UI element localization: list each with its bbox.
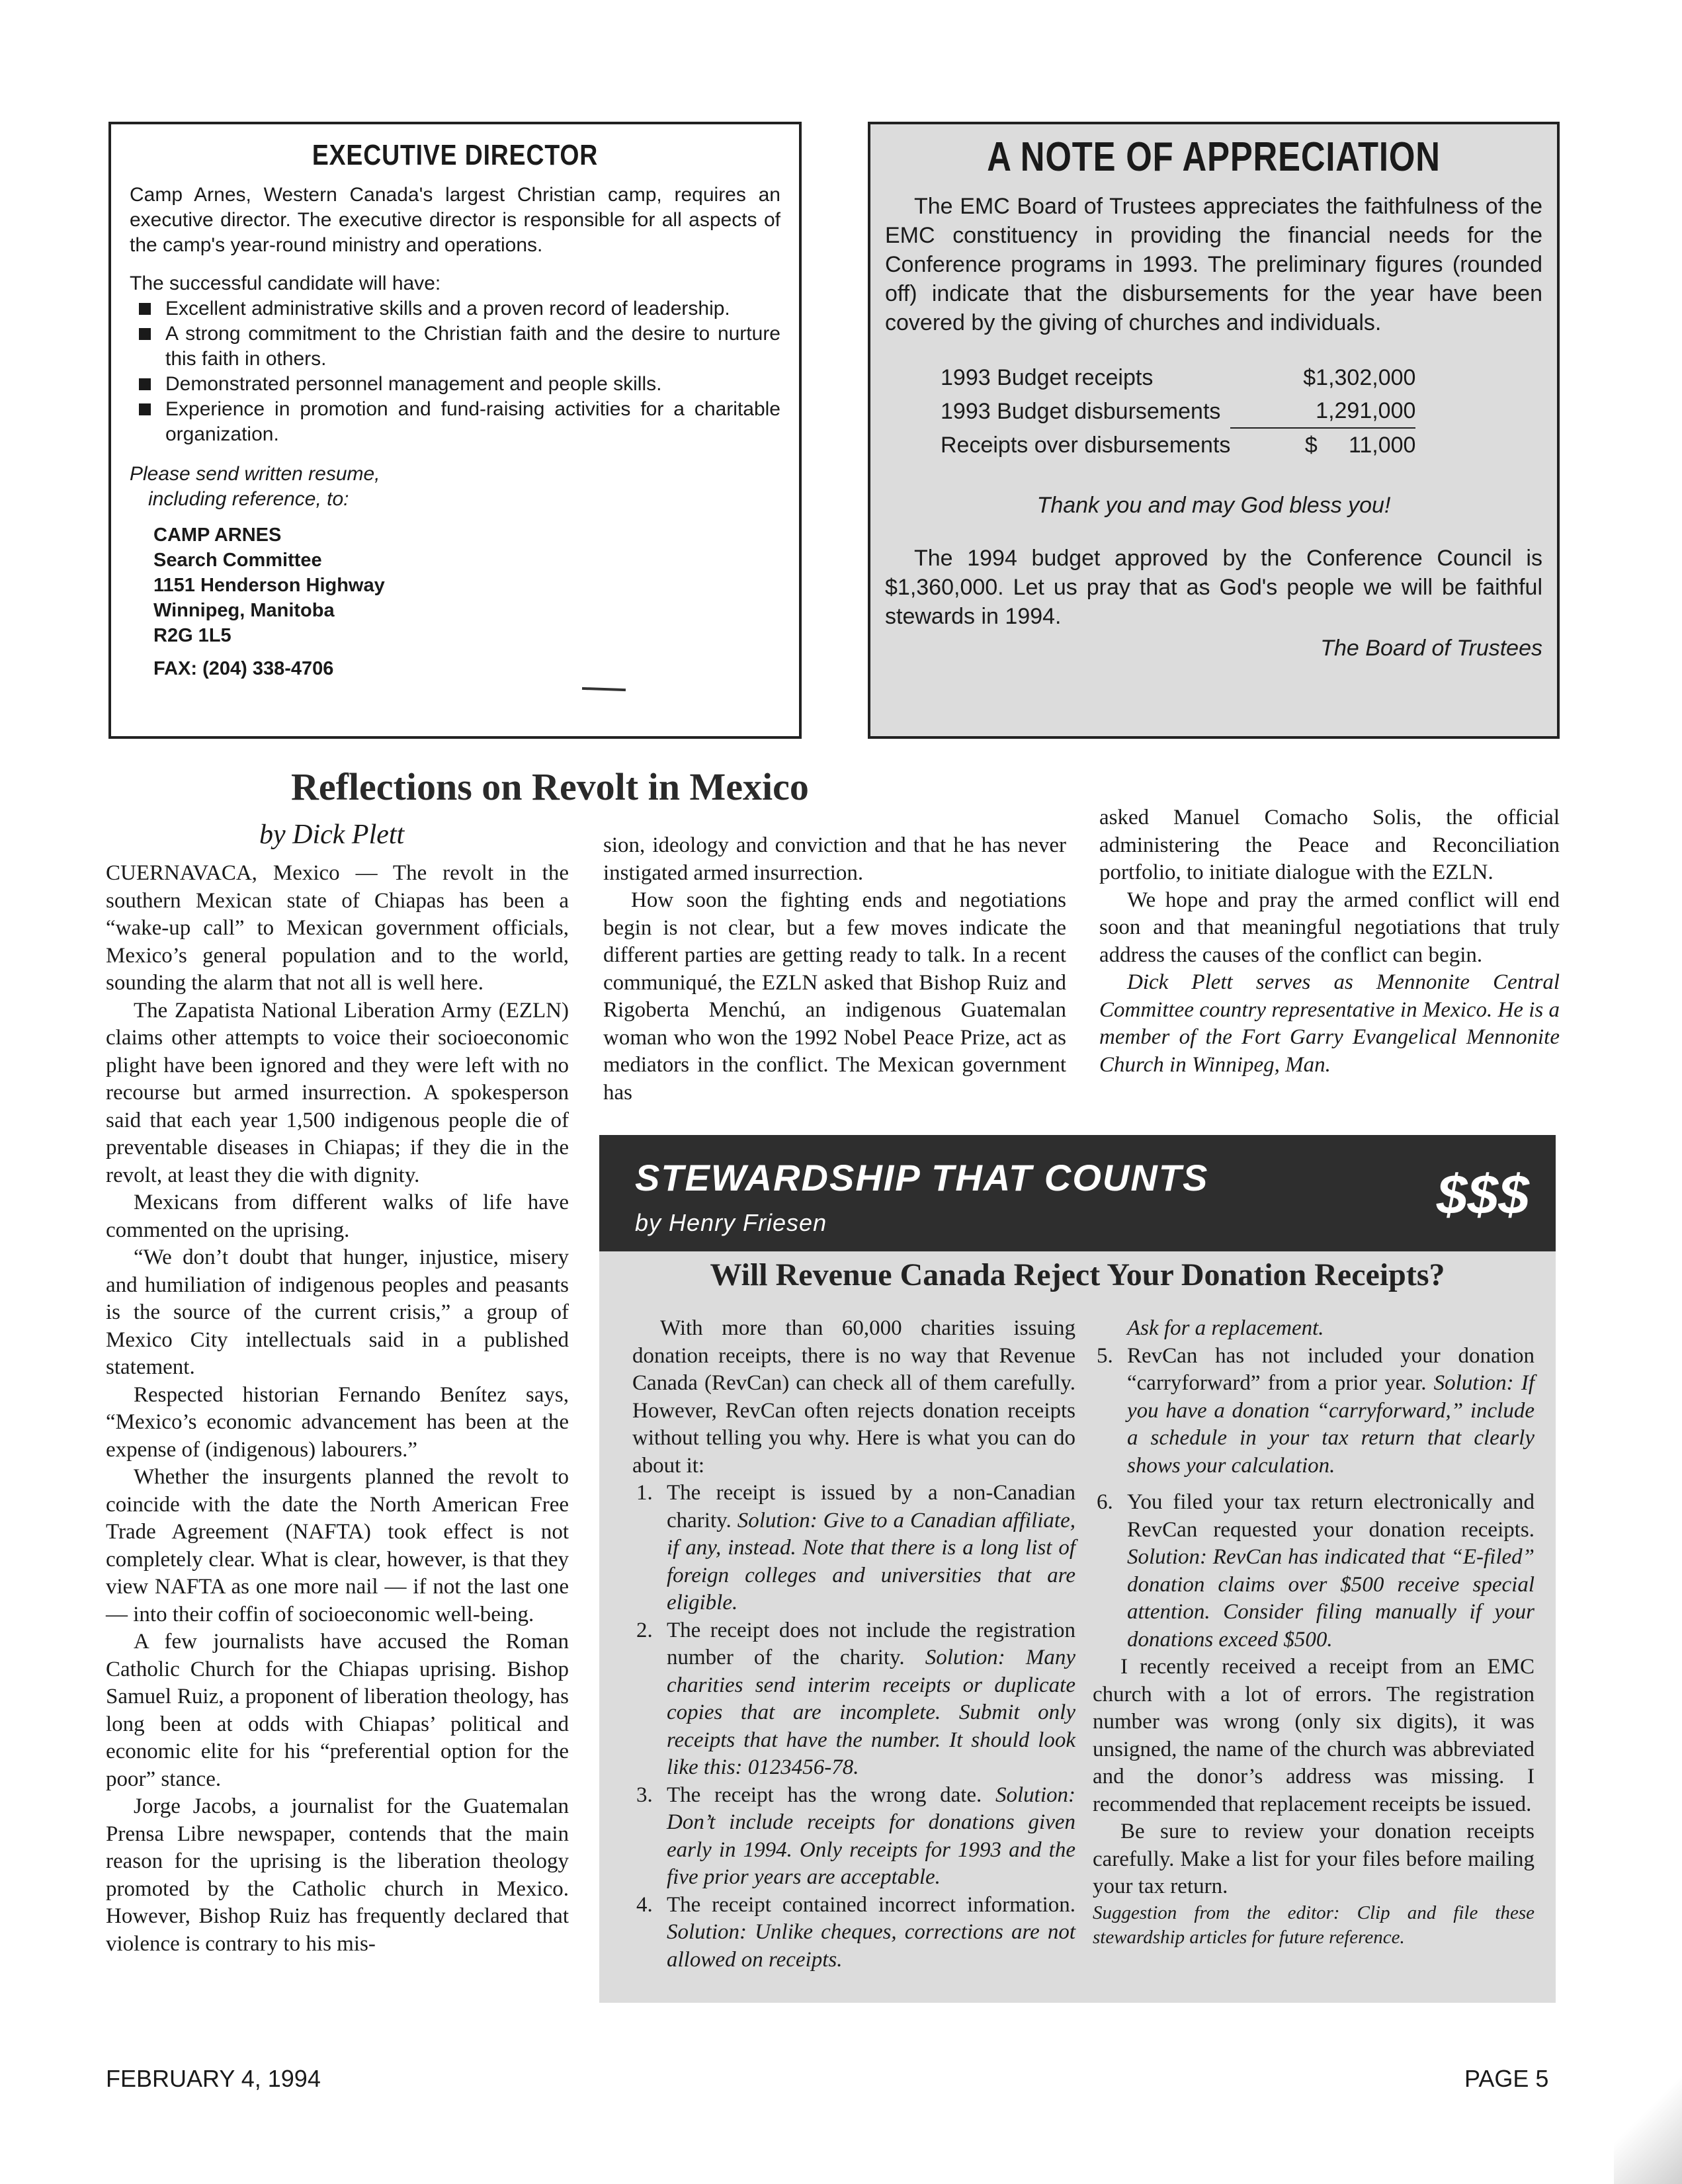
- item-solution: Solution: Don’t include receipts for donations given early in 1994. Only receipts for 1993 and the five prior years are acceptable.: [667, 1783, 1075, 1889]
- dollar-signs: $$$: [1436, 1163, 1529, 1226]
- stewardship-header: [599, 1135, 1556, 1251]
- appreciation-note: [868, 122, 1560, 739]
- item-solution: Ask for a replacement.: [1127, 1316, 1324, 1340]
- article-paragraph: The Zapatista National Liberation Army (EZLN) claims other attempts to voice their socioeconomic plight have been ignored and they were left with no recourse but armed insurrection. A spokesperson said that each year 1,500 indigenous people die of preventable diseases in Chiapas; if they die in the revolt, at least they die with dignity.: [106, 998, 569, 1187]
- stewardship-byline: by Henry Friesen: [635, 1209, 827, 1236]
- exec-requirements-list: [130, 296, 780, 447]
- budget-amount: 1,291,000: [1230, 394, 1415, 428]
- exec-intro: Camp Arnes, Western Canada's largest Christian camp, requires an executive director. The executive director is responsible for all aspects of the camp's year-round ministry and operations.: [130, 184, 780, 256]
- address-line: 1151 Henderson Highway: [153, 575, 385, 596]
- stewardship-column-2: [1093, 1315, 1535, 1950]
- budget-amount: $1,302,000: [1303, 365, 1416, 390]
- exec-requirement: Experience in promotion and fund-raising activities for a charitable organization.: [130, 397, 780, 447]
- item-number: 6.: [1097, 1490, 1113, 1514]
- budget-label: 1993 Budget receipts: [941, 365, 1154, 390]
- item-problem: The receipt has the wrong date.: [667, 1783, 982, 1807]
- appreciation-body: The EMC Board of Trustees appreciates the faithfulness of the EMC constituency in providing the financial needs for the Conference programs in 1993. The preliminary figures (rounded off) indicate that the disbursements for the year have been covered by the giving of churches and individuals.: [885, 194, 1542, 335]
- appreciation-1994-budget: The 1994 budget approved by the Conference Council is $1,360,000. Let us pray that as God's people we will be faithful stewards in 1994.: [885, 546, 1542, 629]
- article-paragraph: Respected historian Fernando Benítez says, “Mexico’s economic advancement has been at the expense of (indigenous) labourers.”: [106, 1382, 569, 1462]
- stewardship-subtitle: Will Revenue Canada Reject Your Donation Receipts?: [710, 1257, 1445, 1292]
- stewardship-item: [632, 1892, 1075, 1974]
- item-number: 2.: [636, 1618, 653, 1642]
- stewardship-item: [1093, 1489, 1535, 1654]
- appreciation-thanks: Thank you and may God bless you!: [1036, 493, 1391, 518]
- budget-amount: $ 11,000: [1304, 433, 1416, 458]
- budget-label: Receipts over disbursements: [941, 432, 1231, 458]
- stewardship-closing: Be sure to review your donation receipts carefully. Make a list for your files before mailing your tax return.: [1093, 1820, 1535, 1898]
- exec-address: [153, 523, 780, 681]
- item-problem: RevCan has not included your donation “carryforward” from a prior year.: [1127, 1343, 1535, 1395]
- budget-row: [941, 394, 1415, 428]
- budget-label: 1993 Budget disbursements: [941, 398, 1221, 424]
- stewardship-item: [632, 1480, 1075, 1617]
- exec-requirement: Excellent administrative skills and a proven record of leadership.: [130, 296, 780, 321]
- article-paragraph: sion, ideology and conviction and that he has never instigated armed insurrection.: [603, 833, 1066, 885]
- article-byline: by Dick Plett: [259, 819, 405, 850]
- article-title: Reflections on Revolt in Mexico: [291, 765, 809, 808]
- budget-row: [941, 361, 1415, 394]
- footer-page-number: PAGE 5: [1464, 2065, 1549, 2092]
- item-problem: The receipt is issued by a non-Canadian charity.: [667, 1481, 1075, 1533]
- item-problem: The receipt does not include the registration number of the charity.: [667, 1618, 1075, 1669]
- appreciation-signature: The Board of Trustees: [1320, 636, 1542, 661]
- article-column-1: [106, 860, 569, 1958]
- item-solution: Solution: Unlike cheques, corrections are not allowed on receipts.: [667, 1920, 1075, 1972]
- exec-requirement: Demonstrated personnel management and people skills.: [130, 372, 780, 397]
- exec-title: EXECUTIVE DIRECTOR: [312, 139, 599, 171]
- article-paragraph: Whether the insurgents planned the revolt to coincide with the date the North American Free Trade Agreement (NAFTA) took effect is not completely clear. What is clear, however, is that they view NAFTA as one more nail — if not the last one — into their coffin of socioeconomic well-being.: [106, 1465, 569, 1626]
- item-number: 4.: [636, 1892, 653, 1917]
- item-solution: Solution: Many charities send interim receipts or duplicate copies that are incomplete. Submit only receipts that have the number. It should look like this: 0123456-78.: [667, 1646, 1075, 1779]
- stewardship-title: STEWARDSHIP THAT COUNTS: [635, 1157, 1209, 1198]
- item-problem: The receipt contained incorrect information.: [667, 1892, 1075, 1917]
- address-line: R2G 1L5: [153, 625, 231, 646]
- item-problem: You filed your tax return electronically and RevCan requested your donation receipts.: [1127, 1490, 1535, 1542]
- executive-director-ad: [108, 122, 802, 739]
- item-number: 3.: [636, 1783, 653, 1807]
- article-paragraph: Mexicans from different walks of life have commented on the uprising.: [106, 1191, 569, 1242]
- stewardship-list: [632, 1480, 1075, 1974]
- stewardship-column-1: [632, 1315, 1075, 1974]
- article-paragraph: How soon the fighting ends and negotiations begin is not clear, but a few moves indicate the different parties are getting ready to talk. In a recent communiqué, the EZLN asked that Bishop Ruiz and Rigoberta Menchú, an indigenous Guatemalan woman who won the 1992 Nobel Peace Prize, act as mediators in the conflict. The Mexican government has: [603, 888, 1066, 1105]
- exec-fax: FAX: (204) 338-4706: [153, 658, 334, 679]
- article-column-3: [1099, 804, 1560, 1079]
- article-author-bio: Dick Plett serves as Mennonite Central Committee country representative in Mexico. He is a member of the Fort Garry Evangelical Mennonite Church in Winnipeg, Man.: [1099, 970, 1560, 1077]
- budget-row: [941, 428, 1415, 462]
- item-solution: Solution: Give to a Canadian affiliate, if any, instead. Note that there is a long list of foreign colleges and universities that are eligible.: [667, 1508, 1075, 1615]
- article-paragraph: We hope and pray the armed conflict will end soon and that meaningful negotiations that truly address the causes of the conflict can begin.: [1099, 888, 1560, 967]
- address-line: Search Committee: [153, 550, 322, 571]
- item-solution: Solution: RevCan has indicated that “E-filed” donation claims over $500 receive special attention. Consider filing manually if your donations exceed $500.: [1127, 1545, 1535, 1652]
- stewardship-closing: I recently received a receipt from an EMC church with a lot of errors. The registration number was wrong (only six digits), it was unsigned, the name of the church was abbreviated and the donor’s address was missing. I recommended that replacement receipts be issued.: [1093, 1655, 1535, 1816]
- article-paragraph: Jorge Jacobs, a journalist for the Guatemalan Prensa Libre newspaper, contends that the main reason for the uprising is the liberation theology promoted by the Catholic church in Mexico. However, Bishop Ruiz has frequently declared that violence is contrary to his mis-: [106, 1794, 569, 1956]
- item-number: 1.: [636, 1481, 653, 1505]
- exec-candidate-lead: The successful candidate will have:: [130, 273, 441, 294]
- stewardship-item: [632, 1782, 1075, 1892]
- stewardship-list: [1093, 1315, 1535, 1654]
- item-solution: Solution: If you have a donation “carryforward,” include a schedule in your tax return that clearly shows your calculation.: [1127, 1371, 1535, 1478]
- editor-note: Suggestion from the editor: Clip and file these stewardship articles for future reference.: [1093, 1902, 1535, 1948]
- stewardship-item-continued: [1093, 1315, 1535, 1343]
- stewardship-intro: With more than 60,000 charities issuing donation receipts, there is no way that Revenue Canada (RevCan) can check all of them carefully. However, RevCan often rejects donation receipts without telling you why. Here is what you can do about it:: [632, 1316, 1075, 1478]
- exec-requirement: A strong commitment to the Christian faith and the desire to nurture this faith in others.: [130, 321, 780, 372]
- exec-send-line1: Please send written resume,: [130, 463, 380, 485]
- article-paragraph: A few journalists have accused the Roman Catholic Church for the Chiapas uprising. Bishop Samuel Ruiz, a proponent of liberation theology, has long been at odds with Chiapas’ political and economic elite for his “preferential option for the poor” stance.: [106, 1630, 569, 1791]
- article-paragraph: “We don’t doubt that hunger, injustice, misery and humiliation of indigenous peoples and peasants is the source of the current crisis,” a group of Mexico City intellectuals said in a published statement.: [106, 1245, 569, 1379]
- budget-table: [941, 361, 1415, 462]
- footer-date: FEBRUARY 4, 1994: [106, 2065, 321, 2092]
- stewardship-body: [599, 1251, 1556, 2003]
- exec-send-line2: including reference, to:: [148, 488, 349, 510]
- stewardship-item: [632, 1617, 1075, 1782]
- address-line: Winnipeg, Manitoba: [153, 600, 335, 621]
- article-paragraph: asked Manuel Comacho Solis, the official administering the Peace and Reconciliation portfolio, to initiate dialogue with the EZLN.: [1099, 806, 1560, 884]
- stewardship-item: [1093, 1343, 1535, 1480]
- article-paragraph: CUERNAVACA, Mexico — The revolt in the southern Mexican state of Chiapas has been a “wake-up call” to Mexican government officials, Mexico’s general population and to the world, sounding the alarm that not all is well here.: [106, 861, 569, 995]
- page-corner-shadow: [1614, 2070, 1682, 2184]
- appreciation-title: A NOTE OF APPRECIATION: [987, 134, 1441, 180]
- address-line: CAMP ARNES: [153, 525, 282, 546]
- article-column-2: [603, 832, 1066, 1107]
- item-number: 5.: [1097, 1343, 1113, 1368]
